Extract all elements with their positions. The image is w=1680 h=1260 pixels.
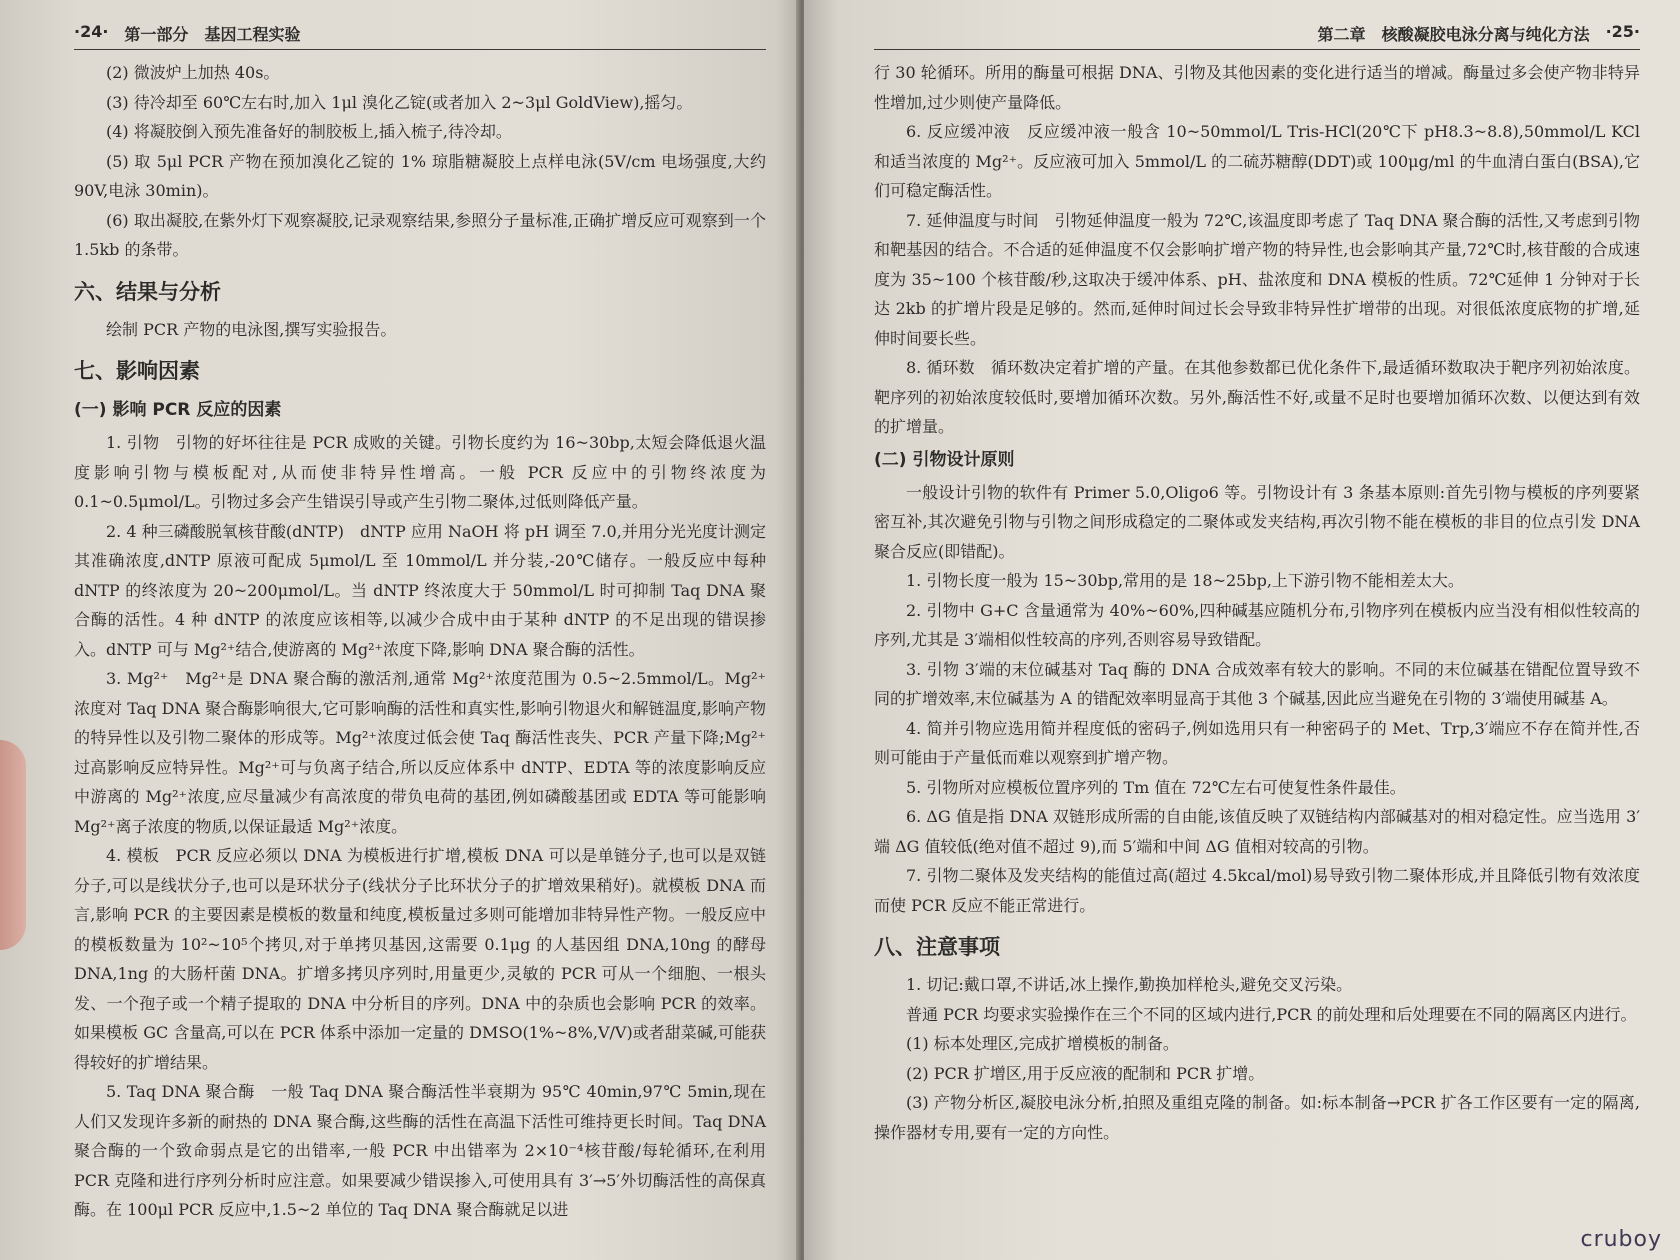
left-running-head	[74, 22, 766, 50]
factor-extension: 7. 延伸温度与时间 引物延伸温度一般为 72℃,该温度即考虑了 Taq DNA 聚合酶的活性,又考虑到引物和靶基因的结合。不合适的延伸温度不仅会影响扩增产物的特异性,也会影响其产量,72℃时,核苷酸的合成速度为 35~100 个核苷酸/秒,这取决于缓冲体系、pH、盐浓度和 DNA 模板的性质。72℃延伸 1 分钟对于长达 2kb 的扩增片段是足够的。然而,延伸时间过长会导致非特异性扩增带的出现。对很低浓度底物的扩增,延伸时间要长些。	[874, 210, 1640, 348]
subsection-2-heading: (二) 引物设计原则	[874, 449, 1015, 470]
continuation-text: 行 30 轮循环。所用的酶量可根据 DNA、引物及其他因素的变化进行适当的增减。酶量过多会使产物非特异性增加,过少则使产量降低。	[874, 63, 1640, 112]
factor-buffer: 6. 反应缓冲液 反应缓冲液一般含 10~50mmol/L Tris-HCl(20℃下 pH8.3~8.8),50mmol/L KCl 和适当浓度的 Mg²⁺。反应液可加入 5mmol/L 的二硫苏糖醇(DDT)或 100μg/ml 的牛血清白蛋白(BSA),它们可稳定酶活性。	[874, 122, 1640, 200]
right-page	[804, 0, 1680, 1260]
design-rule-5: 5. 引物所对应模板位置序列的 Tm 值在 72℃左右可使复性条件最佳。	[906, 777, 1406, 797]
factor-cycles: 8. 循环数 循环数决定着扩增的产量。在其他参数都已优化条件下,最适循环数取决于靶序列初始浓度。靶序列的初始浓度较低时,要增加循环次数。另外,酶活性不好,或量不足时也要增加循环次数、以便达到有效的扩增量。	[874, 358, 1640, 436]
right-page-number: ·25·	[1605, 22, 1640, 41]
note-zone-2: (2) PCR 扩增区,用于反应液的配制和 PCR 扩增。	[906, 1063, 1265, 1083]
section-6-heading: 六、结果与分析	[74, 279, 221, 304]
watermark: cruboy	[1580, 1227, 1662, 1252]
design-intro: 一般设计引物的软件有 Primer 5.0,Oligo6 等。引物设计有 3 条基本原则:首先引物与模板的序列要紧密互补,其次避免引物与引物之间形成稳定的二聚体或发夹结构,再次引物不能在模板的非目的位点引发 DNA 聚合反应(即错配)。	[874, 482, 1640, 561]
step-2: (2) 微波炉上加热 40s。	[106, 63, 280, 82]
factor-primer: 1. 引物 引物的好坏往往是 PCR 成败的关键。引物长度约为 16~30bp,太短会降低退火温度影响引物与模板配对,从而使非特异性增高。一般 PCR 反应中的引物终浓度为 0.1~0.5μmol/L。引物过多会产生错误引导或产生引物二聚体,过低则降低产量。	[74, 433, 766, 511]
left-page-number: ·24·	[74, 22, 109, 41]
step-6: (6) 取出凝胶,在紫外灯下观察凝胶,记录观察结果,参照分子量标准,正确扩增反应可观察到一个 1.5kb 的条带。	[74, 210, 766, 259]
design-rule-1: 1. 引物长度一般为 15~30bp,常用的是 18~25bp,上下游引物不能相差太大。	[906, 571, 1464, 590]
factor-template: 4. 模板 PCR 反应必须以 DNA 为模板进行扩增,模板 DNA 可以是单链分子,也可以是双链分子,可以是线状分子,也可以是环状分子(线状分子比环状分子的扩增效果稍好)。就模板 DNA 而言,影响 PCR 的主要因素是模板的数量和纯度,模板量过多则可能增加非特异性产物。一般反应中的模板数量为 10²~10⁵个拷贝,对于单拷贝基因,这需要 0.1μg 的人基因组 DNA,10ng 的酵母 DNA,1ng 的大肠杆菌 DNA。扩增多拷贝序列时,用量更少,灵敏的 PCR 可从一个细胞、一根头发、一个孢子或一个精子提取的 DNA 中分析目的序列。DNA 中的杂质也会影响 PCR 的效率。如果模板 GC 含量高,可以在 PCR 体系中添加一定量的 DMSO(1%~8%,V/V)或者甜菜碱,可能获得较好的扩增结果。	[74, 846, 766, 1072]
note-zone-3: (3) 产物分析区,凝胶电泳分析,拍照及重组克隆的制备。如:标本制备→PCR 扩各工作区要有一定的隔离,操作器材专用,要有一定的方向性。	[874, 1093, 1640, 1142]
factor-dntp: 2. 4 种三磷酸脱氧核苷酸(dNTP) dNTP 应用 NaOH 将 pH 调至 7.0,并用分光光度计测定其准确浓度,dNTP 原液可配成 5μmol/L 至 10mmol/L 并分装,-20℃储存。一般反应中每种 dNTP 的终浓度为 20~200μmol/L。当 dNTP 终浓度大于 50mmol/L 时可抑制 Taq DNA 聚合酶的活性。4 种 dNTP 的浓度应该相等,以减少合成中由于某种 dNTP 的不足出现的错误掺入。dNTP 可与 Mg²⁺结合,使游离的 Mg²⁺浓度下降,影响 DNA 聚合酶的活性。	[74, 521, 766, 659]
step-4: (4) 将凝胶倒入预先准备好的制胶板上,插入梳子,待冷却。	[106, 122, 512, 141]
factor-taq: 5. Taq DNA 聚合酶 一般 Taq DNA 聚合酶活性半衰期为 95℃ 40min,97℃ 5min,现在人们又发现许多新的耐热的 DNA 聚合酶,这些酶的活性在高温下活性可维持更长时间。Taq DNA 聚合酶的一个致命弱点是它的出错率,一般 PCR 中出错率为 2×10⁻⁴核苷酸/每轮循环,在利用 PCR 克隆和进行序列分析时应注意。如果要减少错误掺入,可使用具有 3′→5′外切酶活性的高保真酶。在 100μl PCR 反应中,1.5~2 单位的 Taq DNA 聚合酶就足以进	[74, 1082, 766, 1219]
note-1: 1. 切记:戴口罩,不讲话,冰上操作,勤换加样枪头,避免交叉污染。	[906, 975, 1353, 994]
right-running-head	[874, 22, 1640, 50]
section-7-heading: 七、影响因素	[74, 359, 200, 383]
left-header-title: 基因工程实验	[204, 25, 301, 44]
section-8-heading: 八、注意事项	[874, 935, 1000, 959]
design-rule-7: 7. 引物二聚体及发夹结构的能值过高(超过 4.5kcal/mol)易导致引物二聚体形成,并且降低引物有效浓度而使 PCR 反应不能正常进行。	[874, 866, 1640, 915]
design-rule-3: 3. 引物 3′端的末位碱基对 Taq 酶的 DNA 合成效率有较大的影响。不同的末位碱基在错配位置导致不同的扩增效率,末位碱基为 A 的错配效率明显高于其他 3 个碱基,因此应当避免在引物的 3′端使用碱基 A。	[874, 659, 1640, 708]
right-chapter-label: 第二章	[1317, 25, 1366, 44]
design-rule-6: 6. ΔG 值是指 DNA 双链形成所需的自由能,该值反映了双链结构内部碱基对的相对稳定性。应当选用 3′端 ΔG 值较低(绝对值不超过 9),而 5′端和中间 ΔG 值相对较高的引物。	[874, 807, 1640, 856]
note-zones: 普通 PCR 均要求实验操作在三个不同的区域内进行,PCR 的前处理和后处理要在不同的隔离区内进行。	[906, 1004, 1637, 1024]
factor-mg: 3. Mg²⁺ Mg²⁺是 DNA 聚合酶的激活剂,通常 Mg²⁺浓度范围为 0.5~2.5mmol/L。Mg²⁺浓度对 Taq DNA 聚合酶影响很大,它可影响酶的活性和真实性,影响引物退火和解链温度,影响产物的特异性以及引物二聚体的形成等。Mg²⁺浓度过低会使 Taq 酶活性丧失、PCR 产量下降;Mg²⁺过高影响反应特异性。Mg²⁺可与负离子结合,所以反应体系中 dNTP、EDTA 等的浓度影响反应中游离的 Mg²⁺浓度,应尽量减少有高浓度的带负电荷的基团,例如磷酸基团或 EDTA 等可能影响 Mg²⁺离子浓度的物质,以保证最适 Mg²⁺浓度。	[74, 669, 766, 836]
section-6-text: 绘制 PCR 产物的电泳图,撰写实验报告。	[106, 319, 397, 339]
design-rule-4: 4. 简并引物应选用简并程度低的密码子,例如选用只有一种密码子的 Met、Trp,3′端应不存在简并性,否则可能由于产量低而难以观察到扩增产物。	[874, 718, 1640, 767]
subsection-1-heading: (一) 影响 PCR 反应的因素	[74, 400, 282, 420]
note-zone-1: (1) 标本处理区,完成扩增模板的制备。	[906, 1034, 1179, 1053]
right-header-title: 核酸凝胶电泳分离与纯化方法	[1381, 25, 1590, 44]
left-page	[0, 0, 800, 1260]
design-rule-2: 2. 引物中 G+C 含量通常为 40%~60%,四种碱基应随机分布,引物序列在模板内应当没有相似性较高的序列,尤其是 3′端相似性较高的序列,否则容易导致错配。	[874, 600, 1640, 649]
left-part-label: 第一部分	[124, 25, 189, 44]
step-3: (3) 待冷却至 60℃左右时,加入 1μl 溴化乙锭(或者加入 2~3μl GoldView),摇匀。	[106, 92, 693, 112]
step-5: (5) 取 5μl PCR 产物在预加溴化乙锭的 1% 琼脂糖凝胶上点样电泳(5V/cm 电场强度,大约 90V,电泳 30min)。	[74, 151, 766, 200]
finger	[0, 740, 26, 950]
